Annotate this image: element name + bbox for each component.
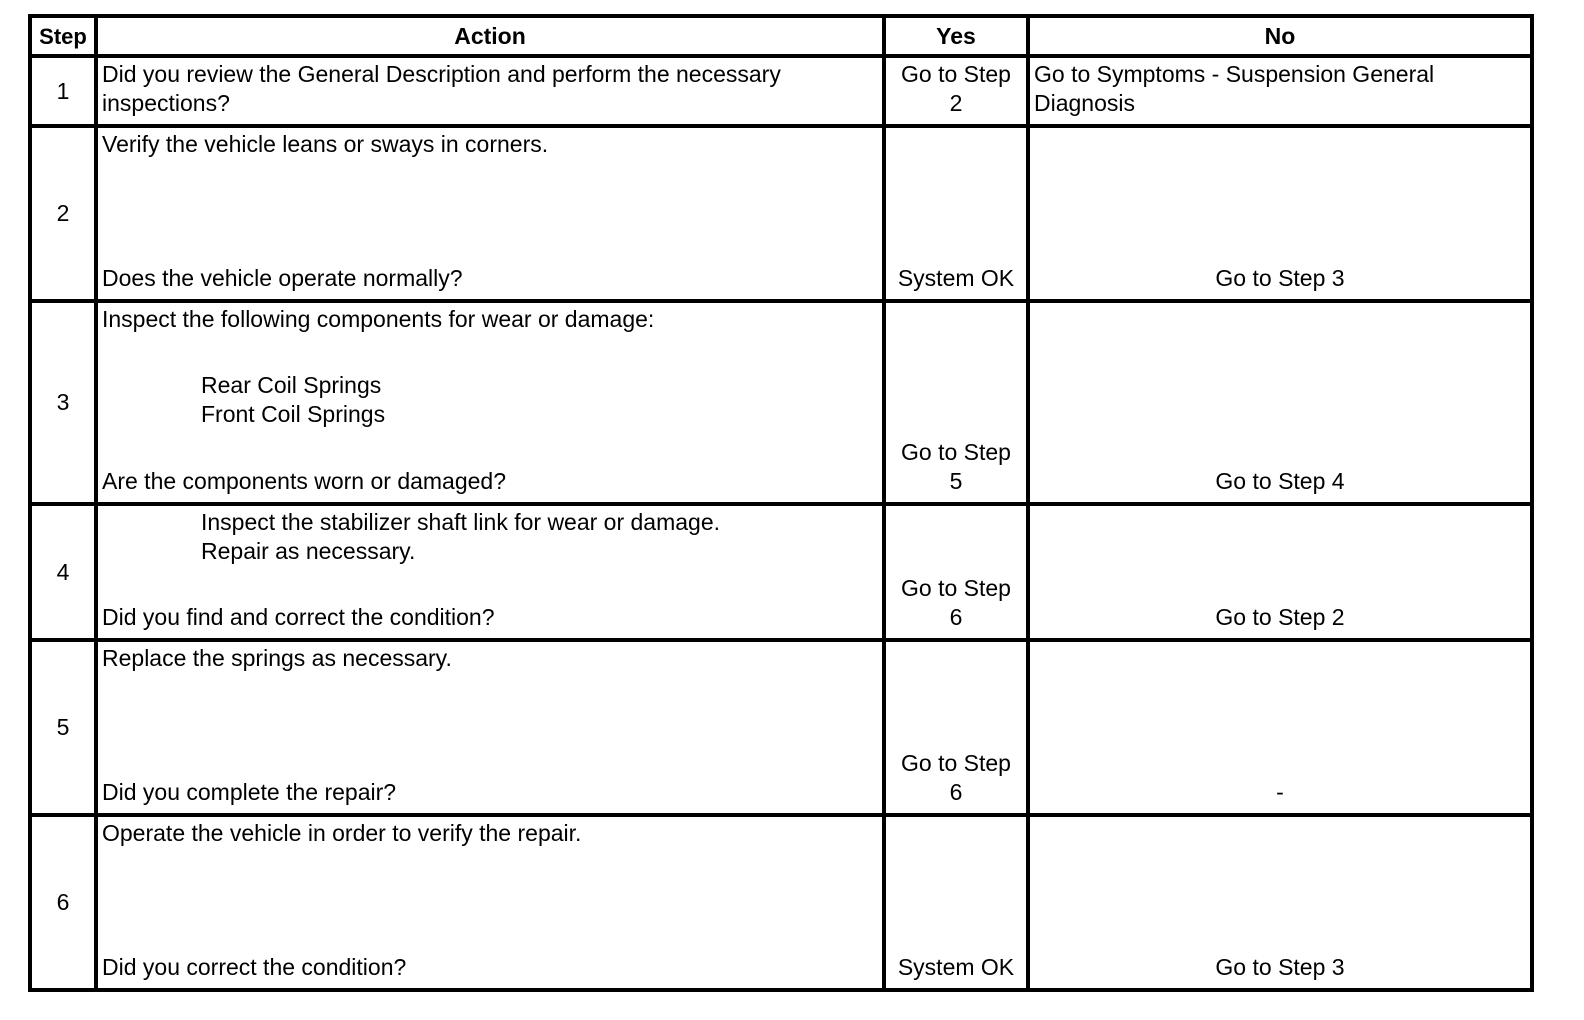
yes-cell [884,640,1028,815]
no-text: Go to Step 3 [1215,265,1345,291]
action-cell [96,56,884,126]
no-cell [1028,640,1532,815]
yes-cell [884,504,1028,640]
no-cell [1028,504,1532,640]
yes-text: 6 [949,604,963,630]
yes-cell [884,56,1028,126]
action-question: Did you find and correct the condition? [102,604,495,630]
action-text: Operate the vehicle in order to verify the repair. [102,820,582,846]
yes-text: 6 [949,779,963,805]
no-cell [1028,301,1532,504]
yes-text-group [886,749,1026,807]
no-text: Go to Symptoms - Suspension General [1034,61,1435,87]
action-text: Inspect the following components for wear or damage: [102,306,655,332]
yes-cell [884,815,1028,990]
step-number: 1 [30,56,96,126]
no-text: - [1276,779,1284,805]
action-text: Did you review the General Description and perform the necessary [102,61,781,87]
action-text: Inspect the stabilizer shaft link for wear or damage. [201,509,721,535]
action-question: Does the vehicle operate normally? [102,265,463,291]
table-row [30,815,1532,990]
yes-text: 2 [949,90,963,116]
yes-cell [884,301,1028,504]
yes-text: System OK [897,265,1015,291]
yes-text: 5 [949,468,963,494]
no-text: Go to Step 3 [1215,954,1345,980]
component-item: Front Coil Springs [201,401,386,427]
yes-text-group [886,438,1026,496]
step-number: 4 [30,504,96,640]
action-cell [96,815,884,990]
action-question: Did you correct the condition? [102,954,407,980]
yes-text: Go to Step [901,61,1011,87]
table-row [30,126,1532,301]
action-question: Did you complete the repair? [102,779,397,805]
yes-cell [884,126,1028,301]
table-row [30,640,1532,815]
action-text: inspections? [102,90,230,116]
no-cell [1028,56,1532,126]
action-text: Replace the springs as necessary. [102,645,452,671]
action-cell [96,640,884,815]
component-item: Rear Coil Springs [201,372,382,398]
yes-text-group [886,574,1026,632]
yes-text: Go to Step [901,439,1011,465]
action-cell [96,504,884,640]
header-row [30,16,1532,56]
yes-text: Go to Step [901,575,1011,601]
table-row [30,56,1532,126]
no-cell [1028,815,1532,990]
action-cell [96,301,884,504]
header-step: Step [30,16,96,56]
table-row [30,301,1532,504]
action-text: Repair as necessary. [201,538,416,564]
step-number: 3 [30,301,96,504]
header-action: Action [96,16,884,56]
no-text: Go to Step 2 [1215,604,1345,630]
header-yes: Yes [884,16,1028,56]
action-cell [96,126,884,301]
header-no: No [1028,16,1532,56]
action-text: Verify the vehicle leans or sways in corners. [102,131,549,157]
no-cell [1028,126,1532,301]
step-number: 2 [30,126,96,301]
step-number: 5 [30,640,96,815]
diagnostic-table [28,14,1534,992]
yes-text: Go to Step [901,750,1011,776]
table-row [30,504,1532,640]
action-question: Are the components worn or damaged? [102,468,507,494]
no-text: Diagnosis [1034,90,1135,116]
step-number: 6 [30,815,96,990]
yes-text: System OK [897,954,1015,980]
no-text: Go to Step 4 [1215,468,1345,494]
